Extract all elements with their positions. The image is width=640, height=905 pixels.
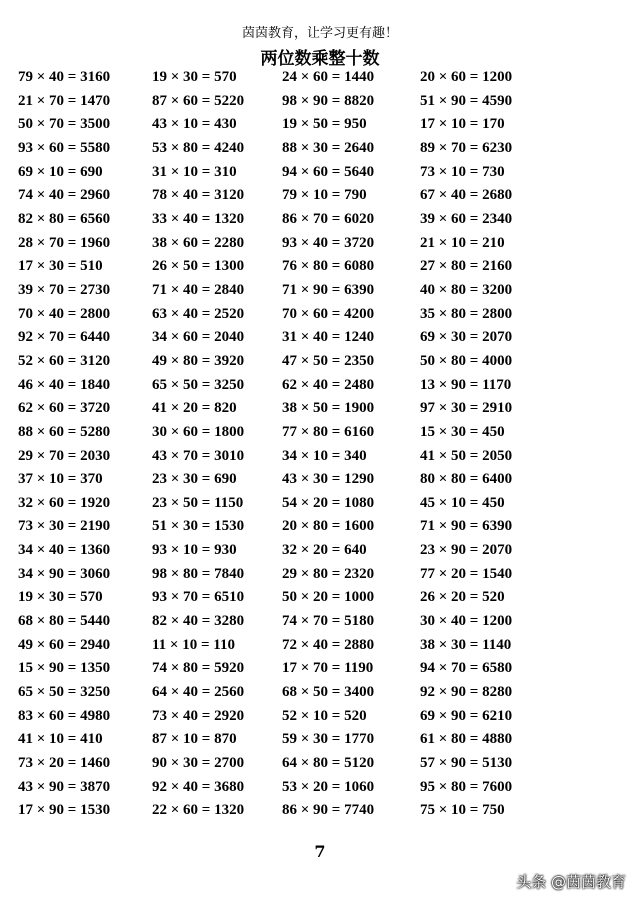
problem-item: 27 × 80 = 2160 [420,258,513,275]
problem-item: 73 × 20 = 1460 [18,755,111,772]
problem-item: 62 × 60 = 3720 [18,400,111,417]
problem-item: 23 × 50 = 1150 [152,494,244,511]
problem-item: 74 × 40 = 2960 [18,187,111,204]
problem-item: 15 × 90 = 1350 [18,660,111,677]
problem-item: 86 × 90 = 7740 [282,802,375,819]
problem-item: 54 × 20 = 1080 [282,494,375,511]
problem-item: 31 × 10 = 310 [152,163,237,180]
problem-item: 29 × 70 = 2030 [18,447,111,464]
problem-item: 69 × 10 = 690 [18,163,103,180]
problem-item: 92 × 40 = 3680 [152,778,245,795]
problem-item: 65 × 50 = 3250 [152,376,245,393]
problem-item: 63 × 40 = 2520 [152,305,245,322]
problem-item: 93 × 70 = 6510 [152,589,245,606]
problem-item: 43 × 70 = 3010 [152,447,245,464]
problem-item: 26 × 50 = 1300 [152,258,245,275]
problem-item: 69 × 90 = 6210 [420,707,513,724]
problem-item: 39 × 60 = 2340 [420,210,513,227]
problem-item: 33 × 40 = 1320 [152,210,245,227]
problem-item: 89 × 70 = 6230 [420,139,513,156]
problem-item: 88 × 30 = 2640 [282,139,375,156]
problem-item: 77 × 20 = 1540 [420,565,513,582]
problem-item: 32 × 60 = 1920 [18,494,111,511]
watermark: 头条 @茵茵教育 [516,873,626,891]
problem-item: 41 × 20 = 820 [152,400,237,417]
problem-item: 34 × 60 = 2040 [152,329,245,346]
problem-item: 11 × 10 = 110 [152,636,235,653]
problem-item: 95 × 80 = 7600 [420,778,513,795]
problem-item: 23 × 30 = 690 [152,471,237,488]
problem-item: 41 × 50 = 2050 [420,447,513,464]
problem-item: 29 × 80 = 2320 [282,565,375,582]
problem-item: 32 × 20 = 640 [282,542,367,559]
problem-item: 79 × 10 = 790 [282,187,367,204]
problem-item: 21 × 70 = 1470 [18,92,111,109]
problem-item: 30 × 40 = 1200 [420,613,513,630]
problem-item: 94 × 60 = 5640 [282,163,375,180]
problem-item: 71 × 40 = 2840 [152,281,245,298]
problem-item: 62 × 40 = 2480 [282,376,375,393]
problem-item: 69 × 30 = 2070 [420,329,513,346]
problem-item: 97 × 30 = 2910 [420,400,513,417]
problem-item: 68 × 50 = 3400 [282,684,375,701]
problem-item: 49 × 80 = 3920 [152,352,245,369]
problem-item: 80 × 80 = 6400 [420,471,513,488]
problem-item: 34 × 10 = 340 [282,447,367,464]
page-number: 7 [314,842,326,861]
problem-item: 50 × 70 = 3500 [18,116,111,133]
problem-item: 43 × 10 = 430 [152,116,237,133]
problem-item: 51 × 30 = 1530 [152,518,245,535]
problem-item: 45 × 10 = 450 [420,494,505,511]
problem-item: 53 × 80 = 4240 [152,139,245,156]
problem-item: 39 × 70 = 2730 [18,281,111,298]
problem-item: 92 × 90 = 8280 [420,684,513,701]
problem-item: 51 × 90 = 4590 [420,92,513,109]
problem-item: 67 × 40 = 2680 [420,187,513,204]
page-title: 两位数乘整十数 [260,49,380,69]
problem-item: 47 × 50 = 2350 [282,352,375,369]
problem-item: 75 × 10 = 750 [420,802,505,819]
problem-item: 64 × 80 = 5120 [282,755,375,772]
problem-item: 17 × 10 = 170 [420,116,505,133]
problem-item: 94 × 70 = 6580 [420,660,513,677]
problem-item: 92 × 70 = 6440 [18,329,111,346]
problem-item: 34 × 40 = 1360 [18,542,111,559]
problem-item: 23 × 90 = 2070 [420,542,513,559]
problem-item: 19 × 50 = 950 [282,116,367,133]
problem-item: 13 × 90 = 1170 [420,376,512,393]
problem-item: 17 × 30 = 510 [18,258,103,275]
problem-item: 21 × 10 = 210 [420,234,505,251]
problem-item: 35 × 80 = 2800 [420,305,513,322]
problem-item: 20 × 80 = 1600 [282,518,375,535]
problem-item: 93 × 10 = 930 [152,542,237,559]
problem-item: 38 × 50 = 1900 [282,400,375,417]
problem-item: 86 × 70 = 6020 [282,210,375,227]
problem-item: 38 × 60 = 2280 [152,234,245,251]
problem-item: 78 × 40 = 3120 [152,187,245,204]
problem-item: 22 × 60 = 1320 [152,802,245,819]
problem-item: 98 × 90 = 8820 [282,92,375,109]
problem-item: 50 × 20 = 1000 [282,589,375,606]
problem-item: 71 × 90 = 6390 [420,518,513,535]
problem-item: 34 × 90 = 3060 [18,565,111,582]
problem-item: 49 × 60 = 2940 [18,636,111,653]
problem-item: 43 × 90 = 3870 [18,778,111,795]
problem-item: 87 × 60 = 5220 [152,92,245,109]
problem-item: 41 × 10 = 410 [18,731,103,748]
problem-item: 30 × 60 = 1800 [152,423,245,440]
problem-item: 65 × 50 = 3250 [18,684,111,701]
problem-item: 76 × 80 = 6080 [282,258,375,275]
problem-item: 19 × 30 = 570 [152,69,237,85]
problem-item: 71 × 90 = 6390 [282,281,375,298]
problem-item: 59 × 30 = 1770 [282,731,375,748]
problem-item: 40 × 80 = 3200 [420,281,513,298]
problem-item: 87 × 10 = 870 [152,731,237,748]
problem-item: 31 × 40 = 1240 [282,329,375,346]
problem-grid [18,66,638,823]
problem-item: 26 × 20 = 520 [420,589,505,606]
problem-item: 17 × 70 = 1190 [282,660,374,677]
problem-item: 61 × 80 = 4880 [420,731,513,748]
problem-item: 74 × 80 = 5920 [152,660,245,677]
problem-item: 52 × 60 = 3120 [18,352,111,369]
problem-item: 93 × 60 = 5580 [18,139,111,156]
problem-item: 15 × 30 = 450 [420,423,505,440]
problem-item: 64 × 40 = 2560 [152,684,245,701]
problem-item: 57 × 90 = 5130 [420,755,513,772]
problem-item: 98 × 80 = 7840 [152,565,245,582]
problem-item: 37 × 10 = 370 [18,471,103,488]
problem-item: 77 × 80 = 6160 [282,423,375,440]
problem-item: 82 × 40 = 3280 [152,613,245,630]
problem-item: 70 × 40 = 2800 [18,305,111,322]
problem-item: 53 × 20 = 1060 [282,778,375,795]
problem-item: 52 × 10 = 520 [282,707,367,724]
problem-item: 82 × 80 = 6560 [18,210,111,227]
problem-item: 74 × 70 = 5180 [282,613,375,630]
problem-item: 20 × 60 = 1200 [420,69,513,85]
problem-item: 50 × 80 = 4000 [420,352,513,369]
problem-item: 24 × 60 = 1440 [282,69,375,85]
problem-item: 43 × 30 = 1290 [282,471,375,488]
problem-item: 73 × 10 = 730 [420,163,505,180]
problem-item: 73 × 30 = 2190 [18,518,111,535]
problem-item: 79 × 40 = 3160 [18,69,111,85]
header-slogan: 茵茵教育，让学习更有趣！ [241,26,398,41]
problem-item: 73 × 40 = 2920 [152,707,245,724]
problem-item: 93 × 40 = 3720 [282,234,375,251]
problem-item: 83 × 60 = 4980 [18,707,111,724]
problem-item: 90 × 30 = 2700 [152,755,245,772]
problem-item: 19 × 30 = 570 [18,589,103,606]
problem-item: 68 × 80 = 5440 [18,613,111,630]
problem-item: 28 × 70 = 1960 [18,234,111,251]
problem-item: 17 × 90 = 1530 [18,802,111,819]
problem-item: 72 × 40 = 2880 [282,636,375,653]
problem-item: 70 × 60 = 4200 [282,305,375,322]
problem-item: 88 × 60 = 5280 [18,423,111,440]
problem-item: 38 × 30 = 1140 [420,636,512,653]
problem-item: 46 × 40 = 1840 [18,376,111,393]
